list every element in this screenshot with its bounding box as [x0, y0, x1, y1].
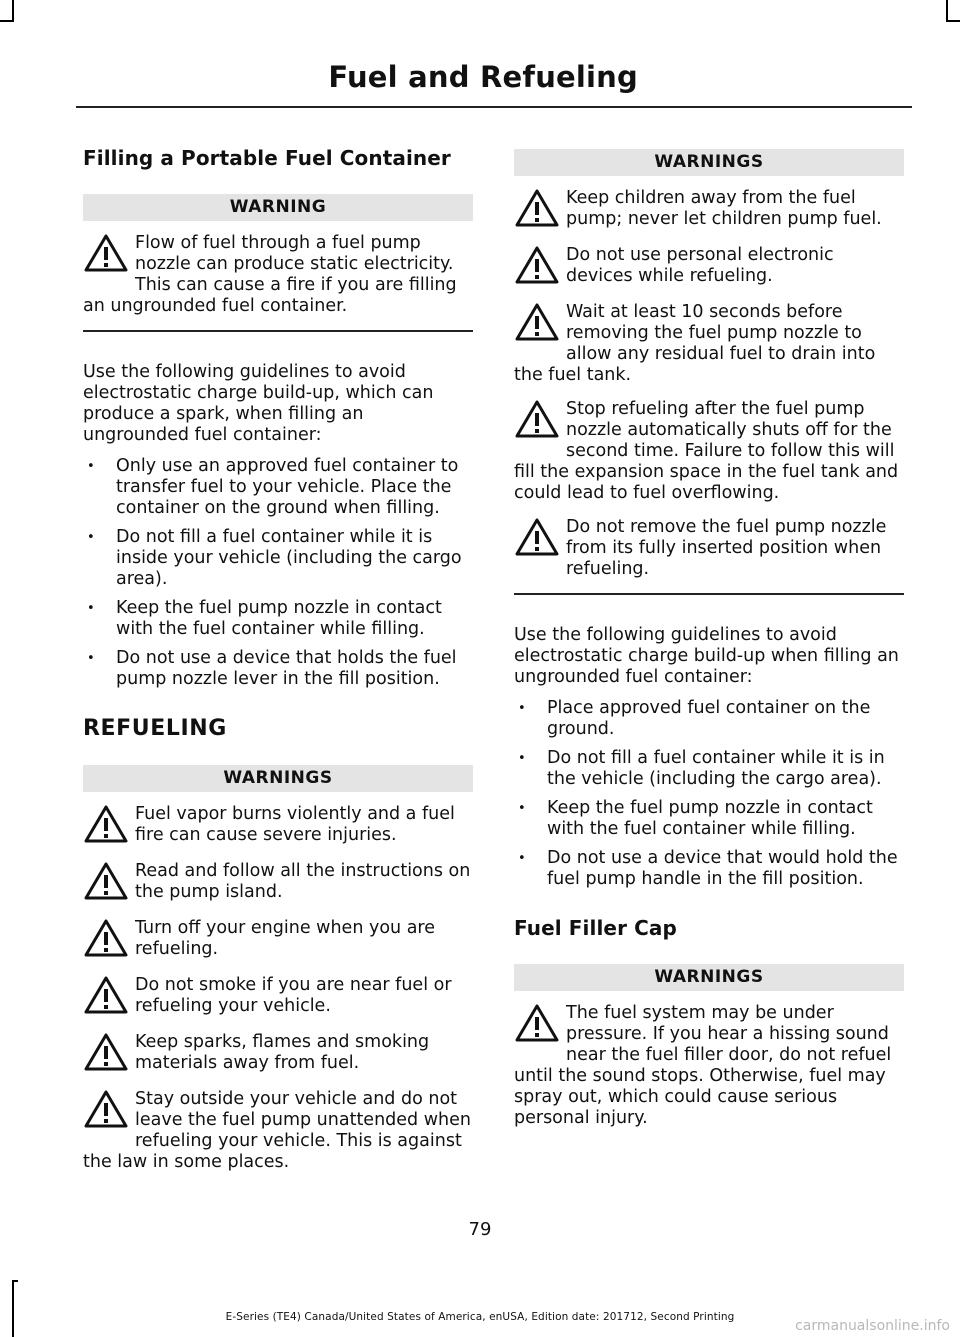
warning-text: Stay outside your vehicle and do not leave the fuel pump unattended when refueling your vehicle. This is against the law in some places. [83, 1089, 471, 1172]
warning-triangle-icon [83, 975, 135, 1019]
page-number: 79 [468, 1219, 492, 1240]
warning-item [83, 233, 473, 317]
warnings-bar: WARNINGS [514, 964, 904, 991]
warnings-bar: WARNINGS [83, 765, 473, 792]
warning-item [514, 188, 904, 232]
warning-item [83, 861, 473, 905]
warning-triangle-icon [83, 1032, 135, 1076]
warning-end-rule [514, 593, 904, 595]
warning-text: Stop refueling after the fuel pump nozzle automatically shuts off for the second time. Failure to follow this will fill the expansion space in the fuel tank and could lead to fuel overflowing. [514, 399, 899, 503]
warning-triangle-icon [83, 233, 135, 277]
warning-triangle-icon [514, 188, 566, 232]
warning-triangle-icon [514, 517, 566, 561]
list-item: • Do not fill a fuel container while it is inside your vehicle (including the cargo area). [83, 527, 473, 590]
list-item: • Do not use a device that holds the fuel pump nozzle lever in the fill position. [83, 648, 473, 690]
section-heading-portable-container: Filling a Portable Fuel Container [83, 146, 451, 170]
warning-item [514, 517, 904, 580]
warning-triangle-icon [83, 1089, 135, 1133]
warning-item [83, 975, 473, 1019]
warning-bar: WARNING [83, 194, 473, 221]
warning-triangle-icon [514, 1003, 566, 1047]
warning-text: Do not use personal electronic devices while refueling. [566, 245, 834, 286]
warning-triangle-icon [83, 804, 135, 848]
section-heading-refueling: REFUELING [83, 716, 227, 741]
warning-text: Flow of fuel through a fuel pump nozzle can produce static electricity. This can cause a fire if you are filling an ungrounded fuel container. [83, 233, 457, 316]
warning-triangle-icon [514, 245, 566, 289]
warning-text: Wait at least 10 seconds before removing the fuel pump nozzle to allow any residual fuel to drain into the fuel tank. [514, 302, 876, 385]
warning-text: Do not remove the fuel pump nozzle from its fully inserted position when refueling. [566, 517, 887, 579]
list-item: • Do not use a device that would hold the fuel pump handle in the fill position. [514, 848, 904, 890]
warning-triangle-icon [514, 399, 566, 443]
list-item: • Only use an approved fuel container to transfer fuel to your vehicle. Place the container on the ground when filling. [83, 456, 473, 519]
list-item: • Keep the fuel pump nozzle in contact with the fuel container while filling. [83, 598, 473, 640]
warning-text: Keep sparks, flames and smoking materials away from fuel. [135, 1032, 430, 1073]
intro-paragraph: Use the following guidelines to avoid electrostatic charge build-up when filling an ungrounded fuel container: [514, 625, 899, 687]
left-column [83, 146, 473, 1186]
warning-text: Read and follow all the instructions on the pump island. [135, 861, 471, 902]
warnings-bar: WARNINGS [514, 149, 904, 176]
footer-edition-text: E-Series (TE4) Canada/United States of America, enUSA, Edition date: 201712, Second Printing [225, 1311, 735, 1323]
crop-mark [946, 20, 960, 22]
warning-end-rule [83, 330, 473, 332]
warning-item [83, 1089, 473, 1173]
warning-item [83, 804, 473, 848]
section-heading-fuel-filler-cap: Fuel Filler Cap [514, 916, 677, 940]
crop-mark [12, 0, 14, 22]
warning-text: The fuel system may be under pressure. If you hear a hissing sound near the fuel filler door, do not refuel until the sound stops. Otherwise, fuel may spray out, which could cause serious personal injury. [514, 1003, 892, 1128]
list-item: • Keep the fuel pump nozzle in contact with the fuel container while filling. [514, 798, 904, 840]
warning-text: Turn off your engine when you are refueling. [135, 918, 435, 959]
right-column [514, 149, 904, 1142]
warning-text: Do not smoke if you are near fuel or refueling your vehicle. [135, 975, 452, 1016]
list-item: • Do not fill a fuel container while it is in the vehicle (including the cargo area). [514, 748, 904, 790]
crop-mark [0, 20, 14, 22]
warning-triangle-icon [83, 918, 135, 962]
warning-text: Keep children away from the fuel pump; never let children pump fuel. [566, 188, 882, 229]
list-item: • Place approved fuel container on the ground. [514, 698, 904, 740]
page-header-title: Fuel and Refueling [328, 60, 638, 94]
header-rule [76, 106, 912, 108]
warning-item [514, 245, 904, 289]
intro-paragraph: Use the following guidelines to avoid electrostatic charge build-up, which can produce a spark, when filling an ungrounded fuel container: [83, 362, 434, 445]
crop-mark [12, 1280, 14, 1337]
watermark: carmanualsonline.info [795, 1318, 950, 1334]
crop-mark [946, 0, 948, 22]
warning-text: Fuel vapor burns violently and a fuel fire can cause severe injuries. [135, 804, 455, 845]
crop-mark [12, 1280, 18, 1282]
warning-triangle-icon [514, 302, 566, 346]
warning-triangle-icon [83, 861, 135, 905]
warning-item [514, 399, 904, 504]
warning-item [514, 1003, 904, 1129]
guideline-list [83, 456, 473, 690]
warning-item [83, 1032, 473, 1076]
warning-item [83, 918, 473, 962]
guideline-list [514, 698, 904, 890]
warning-item [514, 302, 904, 386]
